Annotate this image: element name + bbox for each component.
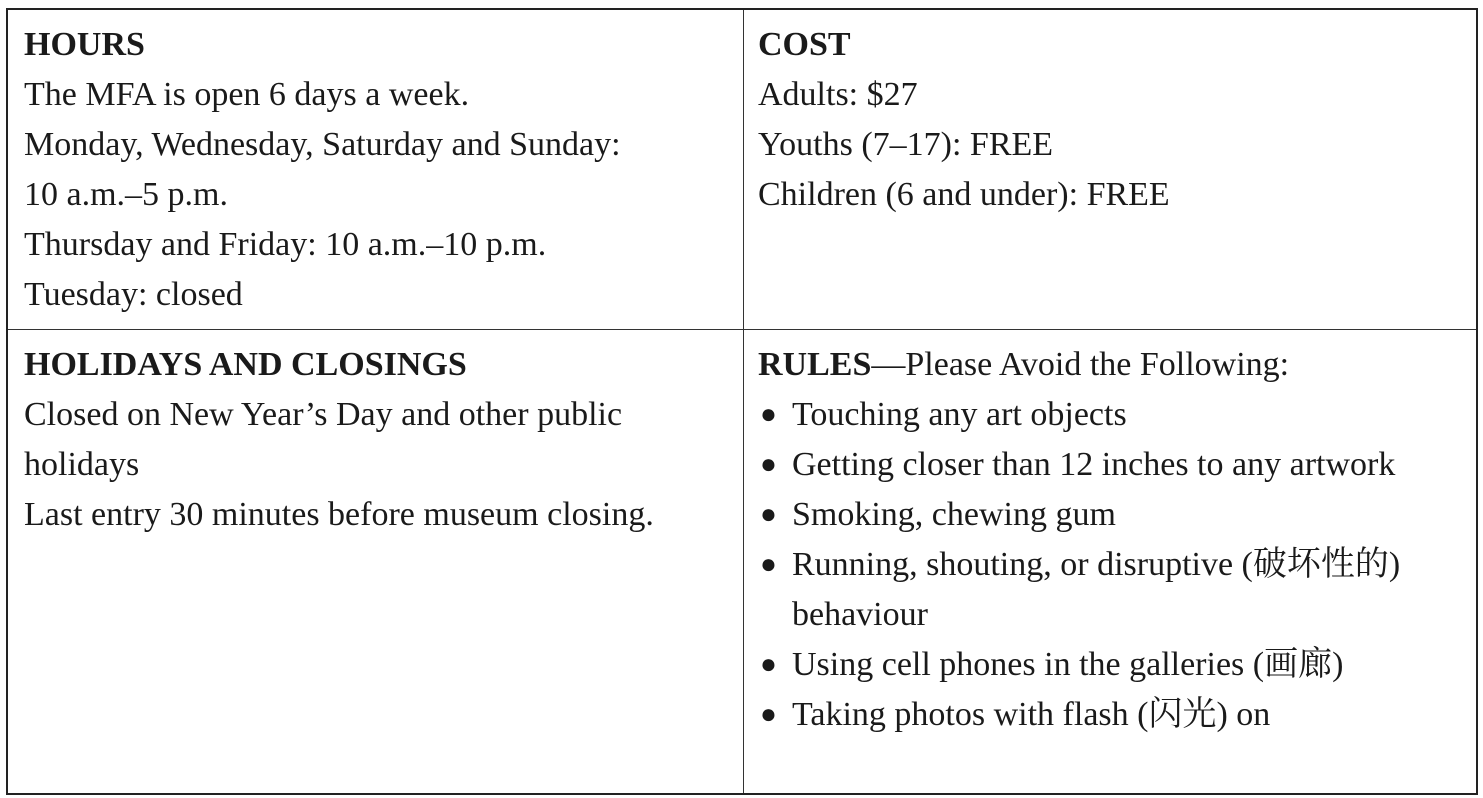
- hours-heading: HOURS: [24, 26, 145, 63]
- rules-heading: RULES: [758, 346, 872, 383]
- holidays-heading: HOLIDAYS AND CLOSINGS: [24, 346, 467, 383]
- cost-line: Adults: $27: [758, 76, 918, 113]
- rule-item: [758, 690, 1476, 740]
- hours-line: Monday, Wednesday, Saturday and Sunday:: [24, 126, 621, 163]
- museum-info-table: [6, 8, 1478, 795]
- rules-list: [758, 390, 1476, 740]
- rule-text: Smoking, chewing gum: [792, 496, 1116, 533]
- holidays-line: Last entry 30 minutes before museum closing.: [24, 496, 654, 533]
- rule-text: Running, shouting, or disruptive (破坏性的) behaviour: [792, 546, 1401, 633]
- rules-title: [758, 340, 1476, 390]
- rules-subheading: —Please Avoid the Following:: [871, 346, 1290, 383]
- cost-line: Youths (7–17): FREE: [758, 126, 1054, 163]
- bullet-icon: ●: [760, 499, 777, 530]
- rule-text: Using cell phones in the galleries (画廊): [792, 646, 1344, 683]
- hours-line: Tuesday: closed: [24, 276, 243, 313]
- cost-heading: COST: [758, 26, 851, 63]
- rules-cell: [744, 330, 1476, 793]
- rule-text: Taking photos with flash (闪光) on: [792, 696, 1271, 733]
- rule-item: [758, 640, 1476, 690]
- rule-item: [758, 390, 1476, 440]
- bullet-icon: ●: [760, 449, 777, 480]
- hours-line: Thursday and Friday: 10 a.m.–10 p.m.: [24, 226, 547, 263]
- bullet-icon: ●: [760, 399, 777, 430]
- rule-item: [758, 540, 1476, 640]
- bullet-icon: ●: [760, 699, 777, 730]
- hours-line: The MFA is open 6 days a week.: [24, 76, 470, 113]
- holidays-line: Closed on New Year’s Day and other public holidays: [24, 396, 623, 483]
- holidays-cell: [8, 330, 744, 793]
- hours-cell: [8, 10, 744, 330]
- bullet-icon: ●: [760, 649, 777, 680]
- rule-text: Touching any art objects: [792, 396, 1127, 433]
- rule-text: Getting closer than 12 inches to any artwork: [792, 446, 1396, 483]
- cost-cell: [744, 10, 1476, 330]
- rule-item: [758, 440, 1476, 490]
- bullet-icon: ●: [760, 549, 777, 580]
- rule-item: [758, 490, 1476, 540]
- hours-line: 10 a.m.–5 p.m.: [24, 176, 228, 213]
- cost-line: Children (6 and under): FREE: [758, 176, 1170, 213]
